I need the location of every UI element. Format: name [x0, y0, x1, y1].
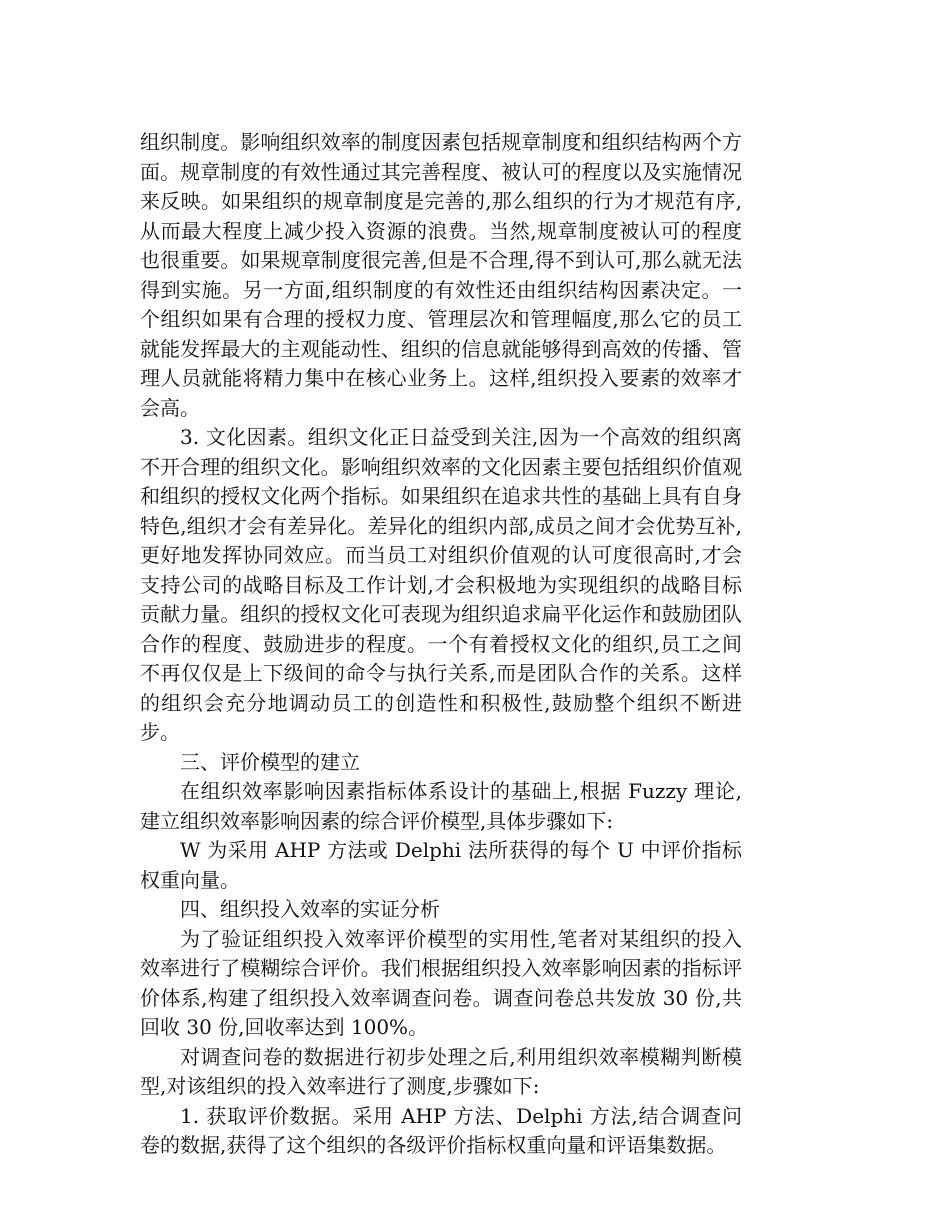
paragraph-fuzzy-model: 在组织效率影响因素指标体系设计的基础上,根据 Fuzzy 理论,建立组织效率影响因素的综合评价模型,具体步骤如下: — [140, 779, 742, 833]
paragraph-weight-vector: W 为采用 AHP 方法或 Delphi 法所获得的每个 U 中评价指标权重向量。 — [140, 838, 742, 892]
document-page — [140, 128, 742, 1161]
paragraph-survey: 为了验证组织投入效率评价模型的实用性,笔者对某组织的投入效率进行了模糊综合评价。我们根据组织投入效率影响因素的指标评价体系,构建了组织投入效率调查问卷。调查问卷总共发放 30 份,共回收 30 份,回收率达到 100%。 — [140, 926, 742, 1039]
paragraph-step-one: 1. 获取评价数据。采用 AHP 方法、Delphi 方法,结合调查问卷的数据,获得了这个组织的各级评价指标权重向量和评语集数据。 — [140, 1103, 742, 1157]
paragraph-cultural-factors: 3. 文化因素。组织文化正日益受到关注,因为一个高效的组织离不开合理的组织文化。影响组织效率的文化因素主要包括组织价值观和组织的授权文化两个指标。如果组织在追求共性的基础上具有自身特色,组织才会有差异化。差异化的组织内部,成员之间才会优势互补,更好地发挥协同效应。而当员工对组织价值观的认可度很高时,才会支持公司的战略目标及工作计划,才会积极地为实现组织的战略目标贡献力量。组织的授权文化可表现为组织追求扁平化运作和鼓励团队合作的程度、鼓励进步的程度。一个有着授权文化的组织,员工之间不再仅仅是上下级间的命令与执行关系,而是团队合作的关系。这样的组织会充分地调动员工的创造性和积极性,鼓励整个组织不断进步。 — [140, 425, 742, 744]
section-heading-empirical-analysis: 四、组织投入效率的实证分析 — [180, 897, 440, 921]
paragraph-processing: 对调查问卷的数据进行初步处理之后,利用组织效率模糊判断模型,对该组织的投入效率进行了测度,步骤如下: — [140, 1044, 742, 1098]
paragraph-organizational-system: 组织制度。影响组织效率的制度因素包括规章制度和组织结构两个方面。规章制度的有效性通过其完善程度、被认可的程度以及实施情况来反映。如果组织的规章制度是完善的,那么组织的行为才规范有序,从而最大程度上减少投入资源的浪费。当然,规章制度被认可的程度也很重要。如果规章制度很完善,但是不合理,得不到认可,那么就无法得到实施。另一方面,组织制度的有效性还由组织结构因素决定。一个组织如果有合理的授权力度、管理层次和管理幅度,那么它的员工就能发挥最大的主观能动性、组织的信息就能够得到高效的传播、管理人员就能将精力集中在核心业务上。这样,组织投入要素的效率才会高。 — [140, 130, 742, 420]
section-heading-evaluation-model: 三、评价模型的建立 — [180, 749, 360, 774]
